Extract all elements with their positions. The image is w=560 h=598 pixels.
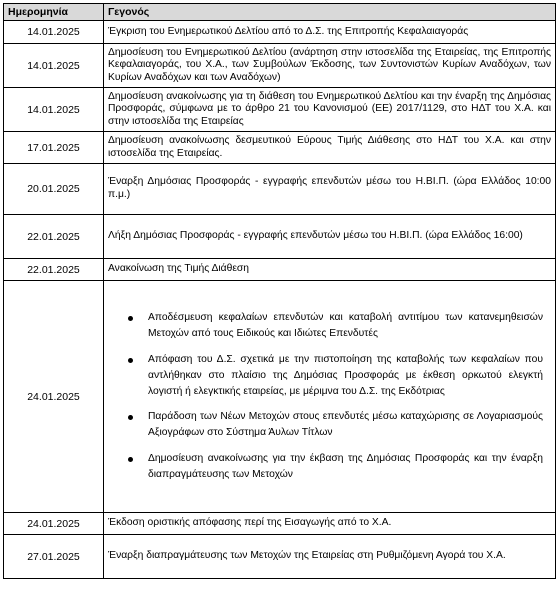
- row-event: Δημοσίευση του Ενημερωτικού Δελτίου (ανάρτηση στην ιστοσελίδα της Εταιρείας, της Επιτροπής Κεφαλαιαγοράς, του Χ.Α., των Συμβούλων Έκδοσης, των Συντονιστών Κυρίων Αναδόχων, των Κυρίων Αναδόχων και των Αναδόχων): [104, 44, 556, 88]
- row-event: Έναρξη Δημόσιας Προσφοράς - εγγραφής επενδυτών μέσω του Η.ΒΙ.Π. (ώρα Ελλάδος 10:00 π.μ.): [104, 164, 556, 215]
- row-event: Έναρξη διαπραγμάτευσης των Μετοχών της Εταιρείας στη Ρυθμιζόμενη Αγορά του Χ.Α.: [104, 535, 556, 579]
- table-row: [4, 215, 556, 259]
- bullet-icon: [128, 358, 133, 363]
- row-date: 27.01.2025: [4, 535, 104, 579]
- table-row: [4, 21, 556, 44]
- table-row: [4, 513, 556, 535]
- header-date: Ημερομηνία: [4, 4, 104, 21]
- table-row: [4, 88, 556, 132]
- row-event: Έγκριση του Ενημερωτικού Δελτίου από το Δ.Σ. της Επιτροπής Κεφαλαιαγοράς: [104, 21, 556, 44]
- row-date: 17.01.2025: [4, 132, 104, 164]
- row-event: Λήξη Δημόσιας Προσφοράς - εγγραφής επενδυτών μέσω του Η.ΒΙ.Π. (ώρα Ελλάδος 16:00): [104, 215, 556, 259]
- list-item: [128, 352, 543, 400]
- bullet-icon: [128, 415, 133, 420]
- bullet-list: [108, 310, 551, 484]
- row-event: [104, 281, 556, 513]
- row-date: 14.01.2025: [4, 88, 104, 132]
- list-item-text: Δημοσίευση ανακοίνωσης για την έκβαση της Δημόσιας Προσφοράς και την έναρξη διαπραγμάτευσης των Μετοχών: [148, 453, 543, 481]
- row-date: 22.01.2025: [4, 259, 104, 281]
- table-row: [4, 132, 556, 164]
- bullet-icon: [128, 457, 133, 462]
- row-event: Έκδοση οριστικής απόφασης περί της Εισαγωγής από το Χ.Α.: [104, 513, 556, 535]
- row-date: 20.01.2025: [4, 164, 104, 215]
- header-event: Γεγονός: [104, 4, 556, 21]
- row-date: 14.01.2025: [4, 44, 104, 88]
- table-row: [4, 281, 556, 513]
- row-date: 22.01.2025: [4, 215, 104, 259]
- row-event: Δημοσίευση ανακοίνωσης για τη διάθεση του Ενημερωτικού Δελτίου και την έναρξη της Δημόσιας Προσφοράς, σύμφωνα με το άρθρο 21 του Κανονισμού (ΕΕ) 2017/1129, στο ΗΔΤ του Χ.Α. και στην ιστοσελίδα της Εταιρείας: [104, 88, 556, 132]
- table-row: [4, 259, 556, 281]
- list-item: [128, 409, 543, 441]
- timetable: [3, 3, 556, 579]
- bullet-icon: [128, 316, 133, 321]
- list-item-text: Αποδέσμευση κεφαλαίων επενδυτών και καταβολή αντιτίμου των κατανεμηθεισών Μετοχών από τους Ειδικούς και Ιδιώτες Επενδυτές: [148, 311, 543, 339]
- row-date: 24.01.2025: [4, 513, 104, 535]
- list-item-text: Απόφαση του Δ.Σ. σχετικά με την πιστοποίηση της καταβολής των κεφαλαίων που αντλήθηκαν στο πλαίσιο της Δημόσιας Προσφοράς με έκθεση ορκωτού ελεγκτή λογιστή ή ελεγκτικής εταιρείας, με μέριμνα του Δ.Σ. της Εκδότριας: [148, 353, 543, 397]
- row-event: Ανακοίνωση της Τιμής Διάθεση: [104, 259, 556, 281]
- table-header-row: [4, 4, 556, 21]
- row-date: 14.01.2025: [4, 21, 104, 44]
- list-item: [128, 451, 543, 483]
- table-row: [4, 44, 556, 88]
- list-item: [128, 310, 543, 342]
- list-item-text: Παράδοση των Νέων Μετοχών στους επενδυτές μέσω καταχώρισης σε Λογαριασμούς Αξιογράφων στο Σύστημα Άυλων Τίτλων: [148, 411, 543, 439]
- row-date: 24.01.2025: [4, 281, 104, 513]
- row-event: Δημοσίευση ανακοίνωσης δεσμευτικού Εύρους Τιμής Διάθεσης στο ΗΔΤ του Χ.Α. και στην ιστοσελίδα της Εταιρείας.: [104, 132, 556, 164]
- table-row: [4, 164, 556, 215]
- table-row: [4, 535, 556, 579]
